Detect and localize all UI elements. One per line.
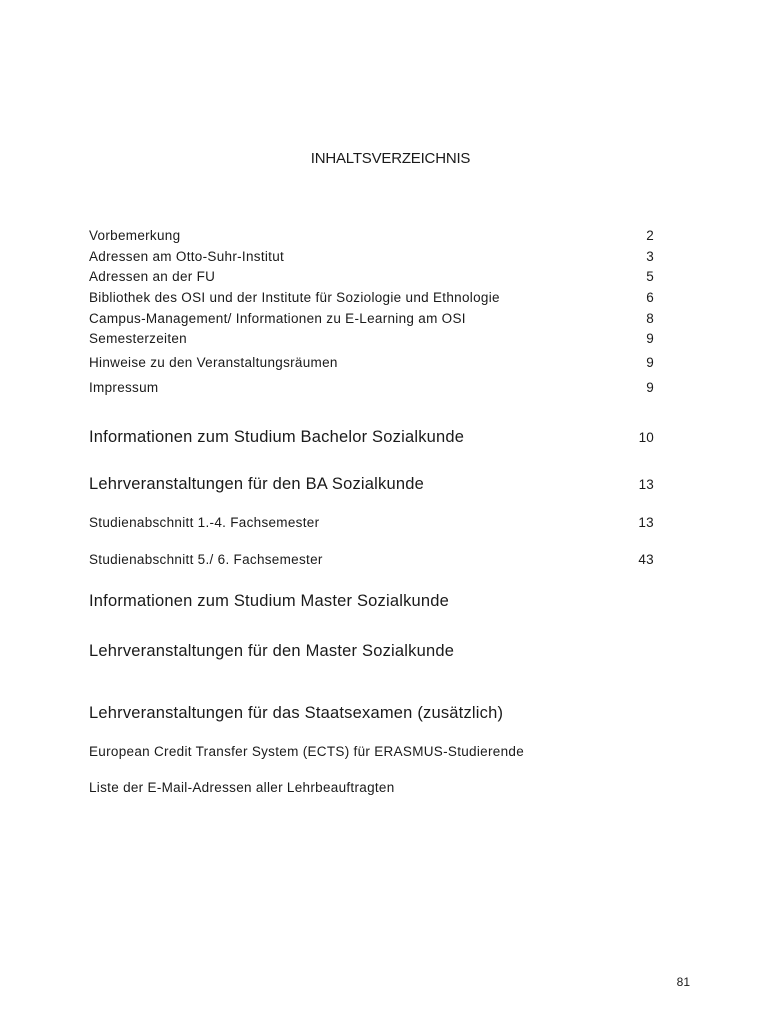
toc-entry-page: 8 [646, 311, 654, 326]
toc-entry-label: Bibliothek des OSI und der Institute für Soziologie und Ethnologie [89, 290, 500, 305]
toc-entry-lv-master[interactable] [89, 642, 654, 661]
toc-entry-vorbemerkung[interactable] [89, 228, 654, 243]
toc-entry-adressen-osi[interactable] [89, 249, 654, 264]
toc-entry-page: 9 [646, 380, 654, 395]
toc-entry-lv-ba[interactable] [89, 475, 654, 494]
toc-entry-impressum[interactable] [89, 380, 654, 395]
toc-entry-label: Lehrveranstaltungen für das Staatsexamen (zusätzlich) [89, 704, 504, 722]
toc-entry-page: 5 [646, 269, 654, 284]
toc-entry-ects[interactable] [89, 744, 654, 759]
toc-entry-page: 10 [638, 430, 654, 445]
toc-entry-page: 9 [646, 355, 654, 370]
toc-entry-page: 6 [646, 290, 654, 305]
toc-entry-veranstaltungsraeume[interactable] [89, 355, 654, 370]
toc-entry-label: Adressen am Otto-Suhr-Institut [89, 249, 285, 264]
toc-entry-label: Informationen zum Studium Master Sozialkunde [89, 592, 450, 610]
toc-entry-label: Lehrveranstaltungen für den Master Sozialkunde [89, 642, 455, 660]
toc-entry-page: 2 [646, 228, 654, 243]
toc-entry-label: Studienabschnitt 1.-4. Fachsemester [89, 515, 320, 530]
toc-entry-bibliothek[interactable] [89, 290, 654, 305]
toc-entry-studienabschnitt-1-4[interactable] [89, 515, 654, 530]
toc-entry-info-master[interactable] [89, 592, 654, 611]
toc-entry-page: 13 [638, 515, 654, 530]
toc-entry-label: European Credit Transfer System (ECTS) für ERASMUS-Studierende [89, 744, 525, 759]
toc-entry-label: Vorbemerkung [89, 228, 181, 243]
toc-entry-info-bachelor[interactable] [89, 428, 654, 447]
toc-entry-email-liste[interactable] [89, 780, 654, 795]
toc-entry-label: Adressen an der FU [89, 269, 216, 284]
toc-entry-campus-management[interactable] [89, 311, 654, 326]
toc-entry-label: Hinweise zu den Veranstaltungsräumen [89, 355, 338, 370]
toc-entry-page: 43 [638, 552, 654, 567]
toc-entry-label: Lehrveranstaltungen für den BA Sozialkunde [89, 475, 424, 493]
page-title: INHALTSVERZEICHNIS [310, 150, 471, 167]
toc-entry-adressen-fu[interactable] [89, 269, 654, 284]
toc-entry-label: Impressum [89, 380, 159, 395]
toc-entry-label: Liste der E-Mail-Adressen aller Lehrbeauftragten [89, 780, 395, 795]
toc-entry-label: Studienabschnitt 5./ 6. Fachsemester [89, 552, 323, 567]
toc-entry-page: 9 [646, 331, 654, 346]
toc-entry-lv-staatsexamen[interactable] [89, 704, 654, 723]
toc-entry-label: Informationen zum Studium Bachelor Sozialkunde [89, 428, 465, 446]
toc-entry-semesterzeiten[interactable] [89, 331, 654, 346]
toc-entry-page: 3 [646, 249, 654, 264]
toc-entry-studienabschnitt-5-6[interactable] [89, 552, 654, 567]
page-number: 81 [676, 975, 690, 989]
toc-entry-label: Semesterzeiten [89, 331, 187, 346]
toc-entry-page: 13 [638, 477, 654, 492]
toc-entry-label: Campus-Management/ Informationen zu E-Learning am OSI [89, 311, 466, 326]
